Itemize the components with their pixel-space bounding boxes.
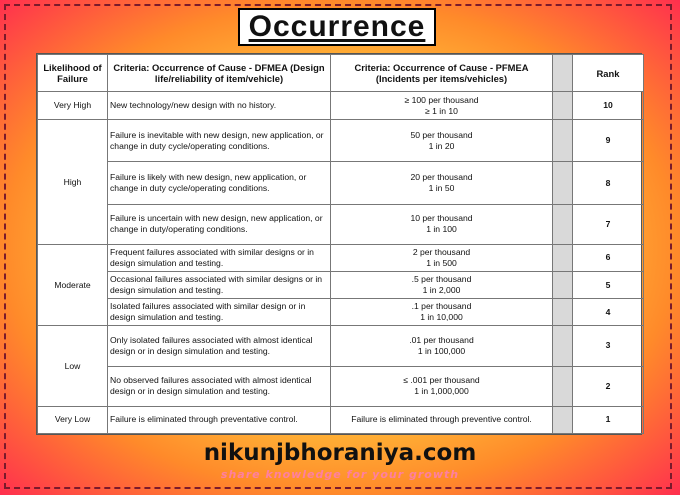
- header-pfmea: Criteria: Occurrence of Cause - PFMEA (Incidents per items/vehicles): [331, 55, 553, 92]
- spacer-cell: [553, 244, 573, 271]
- header-spacer: [553, 55, 573, 92]
- table-row: [38, 406, 644, 433]
- spacer-cell: [553, 272, 573, 299]
- dfmea-cell: Frequent failures associated with similar designs or in design simulation and testing.: [108, 244, 331, 271]
- table-row: [38, 272, 644, 299]
- rank-cell: 5: [573, 272, 644, 299]
- pfmea-cell: [331, 92, 553, 120]
- pfmea-cell: [331, 162, 553, 204]
- likelihood-cell: Moderate: [38, 244, 108, 325]
- pfmea-line: ≤ .001 per thousand: [403, 375, 480, 386]
- header-likelihood: Likelihood of Failure: [38, 55, 108, 92]
- pfmea-cell: [331, 299, 553, 326]
- likelihood-cell: Low: [38, 326, 108, 406]
- header-dfmea: Criteria: Occurrence of Cause - DFMEA (Design life/reliability of item/vehicle): [108, 55, 331, 92]
- rank-cell: 7: [573, 204, 644, 244]
- dfmea-cell: Isolated failures associated with similar design or in design simulation and testing.: [108, 299, 331, 326]
- spacer-cell: [553, 92, 573, 120]
- occurrence-table: [36, 53, 642, 435]
- site-tagline: share knowledge for your growth: [220, 468, 460, 481]
- rank-cell: 10: [573, 92, 644, 120]
- dfmea-cell: Failure is uncertain with new design, new application, or change in duty/operating conditions.: [108, 204, 331, 244]
- likelihood-cell: High: [38, 120, 108, 245]
- likelihood-cell: Very High: [38, 92, 108, 120]
- pfmea-cell: [331, 204, 553, 244]
- rank-cell: 2: [573, 366, 644, 406]
- pfmea-line: ≥ 1 in 10: [425, 105, 458, 116]
- table-row: [38, 299, 644, 326]
- pfmea-line: .1 per thousand: [411, 301, 472, 312]
- pfmea-line: 2 per thousand: [412, 246, 471, 257]
- rank-cell: 6: [573, 244, 644, 271]
- dfmea-cell: Failure is inevitable with new design, new application, or change in duty cycle/operating conditions.: [108, 120, 331, 162]
- table-row: [38, 204, 644, 244]
- spacer-cell: [553, 204, 573, 244]
- header-rank: Rank: [573, 55, 644, 92]
- pfmea-line: 1 in 50: [428, 183, 455, 193]
- rank-cell: 4: [573, 299, 644, 326]
- likelihood-cell: Very Low: [38, 406, 108, 433]
- table-row: [38, 92, 644, 120]
- pfmea-cell: [331, 272, 553, 299]
- pfmea-line: 1 in 2,000: [422, 285, 461, 296]
- site-name: nikunjbhoraniya.com: [203, 440, 477, 466]
- spacer-cell: [553, 162, 573, 204]
- pfmea-line: 1 in 500: [426, 257, 457, 268]
- title-box: [238, 8, 436, 46]
- dfmea-cell: Failure is eliminated through preventative control.: [108, 406, 331, 433]
- spacer-cell: [553, 299, 573, 326]
- page-title: Occurrence: [248, 10, 426, 43]
- pfmea-line: 50 per thousand: [410, 129, 473, 140]
- spacer-cell: [553, 326, 573, 366]
- pfmea-cell: [331, 244, 553, 271]
- dfmea-cell: No observed failures associated with almost identical design or in design simulation and testing.: [108, 366, 331, 406]
- table-row: [38, 366, 644, 406]
- pfmea-line: 1 in 10,000: [420, 312, 463, 323]
- pfmea-cell: [331, 326, 553, 366]
- table-row: [38, 326, 644, 366]
- spacer-cell: [553, 120, 573, 162]
- pfmea-line: 1 in 100,000: [417, 345, 466, 356]
- spacer-cell: [553, 366, 573, 406]
- rank-cell: 9: [573, 120, 644, 162]
- pfmea-line: 10 per thousand: [410, 213, 473, 224]
- pfmea-line: 1 in 100: [426, 224, 457, 235]
- pfmea-cell: [331, 120, 553, 162]
- dfmea-cell: Failure is likely with new design, new application, or change in duty cycle/operating conditions.: [108, 162, 331, 204]
- table-row: [38, 162, 644, 204]
- dfmea-cell: Occasional failures associated with similar designs or in design simulation and testing.: [108, 272, 331, 299]
- pfmea-line: 1 in 20: [428, 140, 455, 151]
- pfmea-line: 20 per thousand: [410, 172, 473, 182]
- rank-cell: 3: [573, 326, 644, 366]
- pfmea-line: .5 per thousand: [411, 274, 472, 285]
- pfmea-line: 1 in 1,000,000: [414, 386, 469, 397]
- rank-cell: 1: [573, 406, 644, 433]
- table-row: [38, 120, 644, 162]
- dfmea-cell: Only isolated failures associated with almost identical design or in design simulation and testing.: [108, 326, 331, 366]
- pfmea-line: ≥ 100 per thousand: [404, 94, 479, 105]
- pfmea-line: .01 per thousand: [409, 334, 474, 345]
- pfmea-cell: [331, 366, 553, 406]
- dfmea-cell: New technology/new design with no history.: [108, 92, 331, 120]
- rank-cell: 8: [573, 162, 644, 204]
- table-row: [38, 244, 644, 271]
- pfmea-cell: Failure is eliminated through preventive control.: [331, 406, 553, 433]
- spacer-cell: [553, 406, 573, 433]
